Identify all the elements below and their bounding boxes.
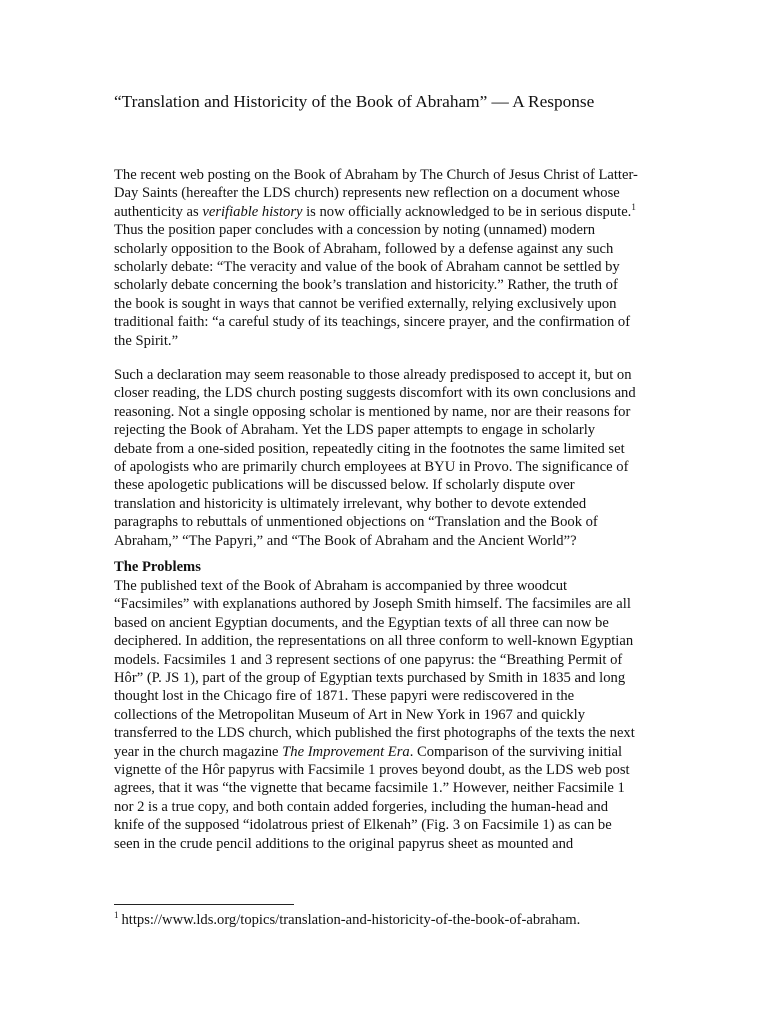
italic-phrase: The Improvement Era [282, 743, 410, 760]
text-line: these apologetic publications will be discussed below. If scholarly dispute over [114, 477, 575, 494]
text-run: . Comparison of the surviving initial [409, 743, 623, 760]
text-line: of apologists who are primarily church employees at BYU in Provo. The significance of [114, 459, 629, 476]
text-line: paragraphs to rebuttals of unmentioned objections on “Translation and the Book of [114, 514, 598, 531]
text-line: vignette of the Hôr papyrus with Facsimile 1 proves beyond doubt, as the LDS web post [114, 762, 630, 779]
section-heading: The Problems [114, 559, 201, 575]
footnote-divider [114, 904, 294, 905]
document-title: “Translation and Historicity of the Book of Abraham” — A Response [114, 92, 595, 111]
text-line [114, 743, 662, 761]
text-run: authenticity as [114, 203, 203, 220]
text-line: thought lost in the Chicago fire of 1871. These papyri were rediscovered in the [114, 688, 575, 705]
text-line: Day Saints (hereafter the LDS church) represents new reflection on a document whose [114, 185, 620, 202]
text-line: the Spirit.” [114, 332, 179, 349]
text-line: translation and historicity is ultimately irrelevant, why bother to devote extended [114, 495, 587, 512]
text-line: deciphered. In addition, the representations on all three conform to well-known Egyptian [114, 633, 634, 650]
footnote-number: 1 [114, 910, 119, 920]
text-line: The recent web posting on the Book of Abraham by The Church of Jesus Christ of Latter- [114, 167, 638, 183]
footnote [114, 911, 580, 929]
text-line: reasoning. Not a single opposing scholar is mentioned by name, nor are their reasons for [114, 403, 631, 420]
text-line: seen in the crude pencil additions to the original papyrus sheet as mounted and [114, 835, 574, 852]
paragraph-problems [114, 577, 662, 853]
text-line: traditional faith: “a careful study of its teachings, sincere prayer, and the confirmation of [114, 314, 631, 331]
text-line: scholarly debate: “The veracity and value of the book of Abraham cannot be settled by [114, 259, 620, 276]
text-line: “Facsimiles” with explanations authored by Joseph Smith himself. The facsimiles are all [114, 596, 631, 613]
text-line: rejecting the Book of Abraham. Yet the LDS paper attempts to engage in scholarly [114, 422, 596, 439]
text-line: scholarly opposition to the Book of Abraham, followed by a defense against any such [114, 240, 614, 257]
text-line: Hôr” (P. JS 1), part of the group of Egyptian texts purchased by Smith in 1835 and long [114, 670, 626, 687]
text-line: based on ancient Egyptian documents, and the Egyptian texts of all three can now be [114, 614, 609, 631]
text-line: Thus the position paper concludes with a concession by noting (unnamed) modern [114, 222, 596, 239]
text-line: models. Facsimiles 1 and 3 represent sections of one papyrus: the “Breathing Permit of [114, 651, 623, 668]
text-line: closer reading, the LDS church posting suggests discomfort with its own conclusions and [114, 385, 636, 402]
text-line: Such a declaration may seem reasonable to those already predisposed to accept it, but on [114, 367, 632, 383]
text-line: agrees, that it was “the vignette that became facsimile 1.” However, neither Facsimile 1 [114, 780, 625, 797]
text-line [114, 203, 662, 221]
text-line: collections of the Metropolitan Museum of Art in New York in 1967 and quickly [114, 706, 585, 723]
text-line: The published text of the Book of Abraham is accompanied by three woodcut [114, 578, 568, 594]
text-line: transferred to the LDS church, which published the first photographs of the texts the next [114, 725, 635, 742]
paragraph-intro [114, 166, 662, 350]
text-line: Abraham,” “The Papyri,” and “The Book of Abraham and the Ancient World”? [114, 532, 577, 549]
footnote-reference[interactable]: 1 [631, 201, 636, 212]
text-line: knife of the supposed “idolatrous priest of Elkenah” (Fig. 3 on Facsimile 1) as can be [114, 817, 612, 834]
text-run: year in the church magazine [114, 743, 283, 760]
footnote-link[interactable]: https://www.lds.org/topics/translation-and-historicity-of-the-book-of-abraham. [121, 912, 581, 928]
text-line: debate from a one-sided position, repeatedly citing in the footnotes the same limited set [114, 440, 625, 457]
paragraph-declaration [114, 366, 662, 550]
text-line: scholarly debate concerning the book’s translation and historicity.” Rather, the truth of [114, 277, 618, 294]
text-line: nor 2 is a true copy, and both contain added forgeries, including the human-head and [114, 798, 609, 815]
text-line: the book is sought in ways that cannot be verified externally, relying exclusively upon [114, 295, 617, 312]
text-run: is now officially acknowledged to be in serious dispute. [302, 203, 632, 220]
italic-phrase: verifiable history [202, 203, 303, 220]
